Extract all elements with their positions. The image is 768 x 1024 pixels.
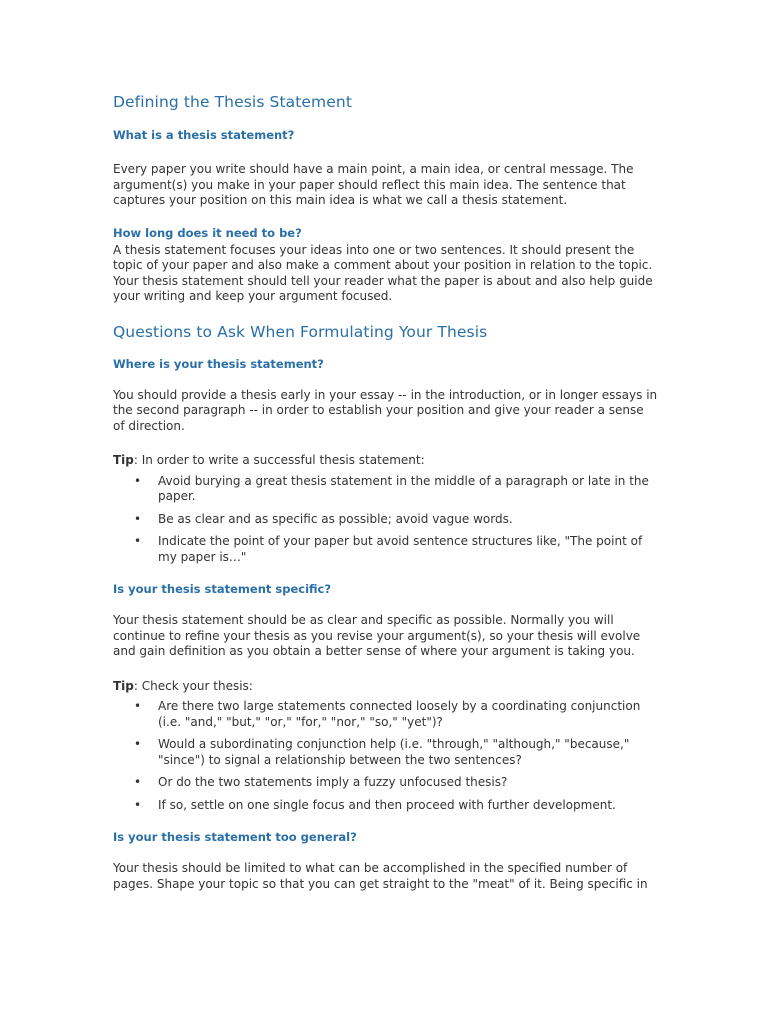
heading-how-long: How long does it need to be? bbox=[113, 225, 302, 240]
bullet-icon: • bbox=[134, 511, 142, 526]
paragraph-where-is-thesis: You should provide a thesis early in your essay -- in the introduction, or in longer essays in the second paragraph -- in order to establish your position and give your reader a sense of direction. bbox=[113, 387, 658, 433]
bullet-icon: • bbox=[134, 473, 142, 488]
tip-list-1 bbox=[113, 474, 658, 566]
document-page bbox=[113, 92, 658, 892]
list-item: • Avoid burying a great thesis statement in the middle of a paragraph or late in the paper. bbox=[134, 473, 649, 503]
bullet-icon: • bbox=[134, 797, 142, 812]
tip-line-2 bbox=[113, 679, 658, 695]
heading-too-general: Is your thesis statement too general? bbox=[113, 830, 357, 844]
heading-what-is-thesis: What is a thesis statement? bbox=[113, 128, 295, 142]
bullet-icon: • bbox=[134, 775, 142, 789]
list-item: • Be as clear and as specific as possible; avoid vague words. bbox=[134, 511, 513, 526]
paragraph-what-is-thesis: Every paper you write should have a main point, a main idea, or central message. The argument(s) you make in your paper should reflect this main idea. The sentence that captures your position on this main idea is what we call a thesis statement. bbox=[113, 162, 634, 207]
paragraph-is-specific: Your thesis statement should be as clear and specific as possible. Normally you will continue to refine your thesis as you revise your argument(s), so your thesis will evolve and gain definition as you obtain a better sense of where your argument is taking you. bbox=[113, 613, 641, 658]
list-item: • Are there two large statements connected loosely by a coordinating conjunction (i.e. "and," "but," "or," "for," "nor," "so," "yet")? bbox=[134, 699, 641, 729]
tip-label: Tip bbox=[113, 678, 134, 693]
tip-line-1 bbox=[113, 453, 658, 469]
bullet-icon: • bbox=[134, 699, 142, 713]
tip-text: : Check your thesis: bbox=[133, 678, 253, 693]
list-item: • Would a subordinating conjunction help (i.e. "through," "although," "because," "since") to signal a relationship between the two sentences? bbox=[134, 737, 630, 767]
heading-where-is-thesis: Where is your thesis statement? bbox=[113, 356, 324, 371]
paragraph-too-general: Your thesis should be limited to what can be accomplished in the specified number of pages. Shape your topic so that you can get straight to the "meat" of it. Being specific in bbox=[113, 861, 648, 891]
section-title-defining: Defining the Thesis Statement bbox=[113, 93, 352, 111]
list-item: • Indicate the point of your paper but avoid sentence structures like, "The point of my paper is…" bbox=[134, 534, 643, 564]
paragraph-how-long: A thesis statement focuses your ideas into one or two sentences. It should present the topic of your paper and also make a comment about your position in relation to the topic. Your thesis statement should tell your reader what the paper is about and also help guide your writing and keep your argument focused. bbox=[113, 242, 653, 303]
list-item: • Or do the two statements imply a fuzzy unfocused thesis? bbox=[134, 775, 508, 789]
section-title-questions: Questions to Ask When Formulating Your Thesis bbox=[113, 322, 488, 341]
tip-text: : In order to write a successful thesis statement: bbox=[133, 453, 425, 467]
tip-list-2 bbox=[113, 699, 658, 813]
list-item: • If so, settle on one single focus and then proceed with further development. bbox=[134, 797, 616, 812]
heading-is-specific: Is your thesis statement specific? bbox=[113, 582, 332, 596]
bullet-icon: • bbox=[134, 534, 142, 548]
bullet-icon: • bbox=[134, 737, 142, 751]
tip-label: Tip bbox=[113, 453, 134, 467]
